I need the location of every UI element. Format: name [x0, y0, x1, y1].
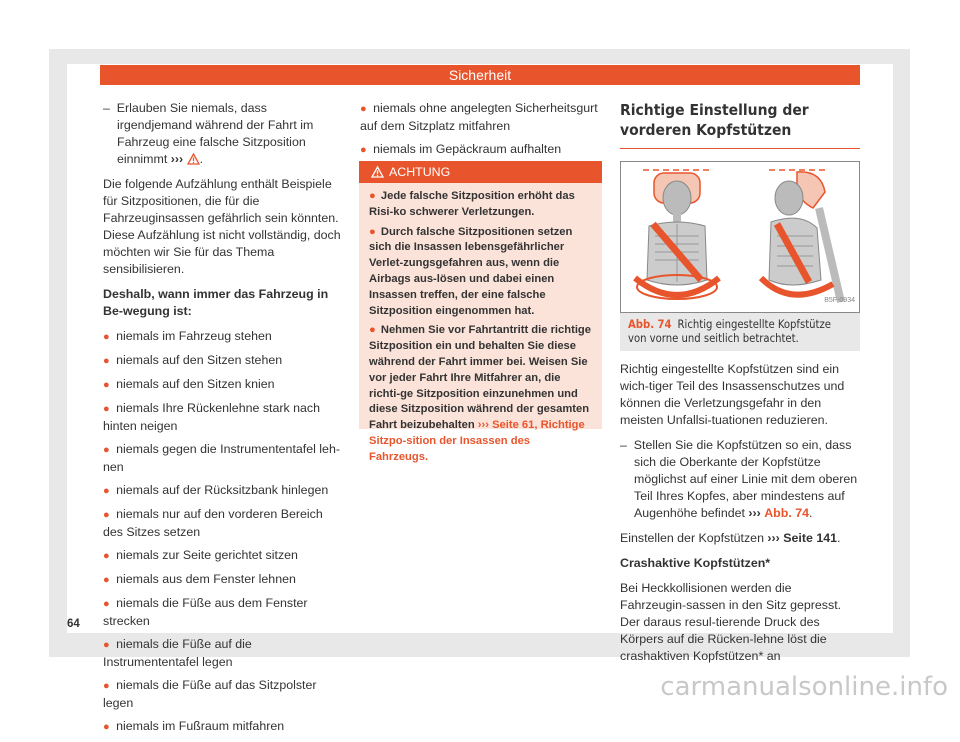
arrow-icon: ›››: [767, 531, 780, 545]
arrow-icon: ›››: [477, 419, 489, 432]
list-item: [103, 677, 343, 712]
headrest-illustration: [621, 162, 859, 312]
list-item-text: niemals nur auf den vorderen Bereich des Sitzes setzen: [103, 507, 323, 539]
figure-code: B5F-0934: [824, 297, 855, 304]
list-item: [360, 100, 600, 135]
dash-item-text: Stellen Sie die Kopfstützen so ein, dass sich die Oberkante der Kopfstütze möglichst auf einer Linie mit dem oberen Teil Ihres Kopfes, aber mindestens auf Augenhöhe befindet: [633, 438, 858, 520]
paragraph: Einstellen der Kopfstützen ››› Seite 141.: [620, 531, 841, 545]
headrest-figure: [620, 161, 860, 313]
bullet-icon: ●: [103, 550, 110, 562]
list-item-text: niemals die Füße auf die Instrumententafel legen: [103, 637, 252, 669]
dash-item-text: Erlauben Sie niemals, dass irgendjemand während der Fahrt im Fahrzeug eine falsche Sitzposition einnimmt: [116, 101, 314, 166]
warning-body: [359, 183, 602, 466]
warning-box: [359, 161, 602, 463]
list-item-text: niemals im Gepäckraum aufhalten: [373, 142, 562, 156]
warning-page-link[interactable]: Seite 61, Richtige Sitzpo-sition der Insassen des Fahrzeugs.: [369, 419, 585, 463]
subheading: Crashaktive Kopfstützen*: [620, 556, 771, 570]
paragraph: Richtig eingestellte Kopfstützen sind ein wich-tiger Teil des Insassenschutzes und können die Verletzungsgefahr in den meisten Unfallsi-tuationen reduzieren.: [620, 362, 845, 427]
caption-text: Richtig eingestellte Kopfstütze von vorne und seitlich betrachtet.: [628, 318, 831, 345]
list-item: [103, 328, 343, 346]
list-item: [103, 376, 343, 394]
bullet-icon: ●: [103, 444, 110, 456]
warning-triangle-icon: [371, 166, 384, 178]
list-item-text: niemals die Füße aus dem Fenster strecken: [103, 596, 308, 628]
warning-item: ● Nehmen Sie vor Fahrtantritt die richtige Sitzposition ein und behalten Sie diese während der Fahrt immer bei. Weisen Sie vor jeder Fahrt Ihre Mitfahrer an, die richti-ge Sitzposition einzunehmen und diese Sitzposition während der gesamten Fahrt beizubehalten ››› Seite 61, Richtige Sitzpo-sition der Insassen des Fahrzeugs.: [369, 324, 591, 463]
list-item: [103, 482, 343, 500]
page-link[interactable]: Seite 141: [783, 531, 837, 545]
list-item-text: niemals auf den Sitzen knien: [116, 377, 275, 391]
bullet-icon: ●: [103, 721, 110, 733]
bullet-icon: ●: [103, 331, 110, 343]
bullet-list: [103, 328, 343, 736]
dash-item: – Stellen Sie die Kopfstützen so ein, dass sich die Oberkante der Kopfstütze möglichst auf einer Linie mit dem oberen Teil Ihres Kopfes, aber mindestens auf Augenhöhe befindet ››› Abb. 74.: [620, 438, 858, 520]
bullet-icon: ●: [360, 144, 367, 156]
list-item-text: niemals im Fußraum mitfahren: [116, 719, 285, 733]
list-item-text: niemals die Füße auf das Sitzpolster legen: [103, 678, 317, 710]
list-item: [103, 352, 343, 370]
list-item: [103, 547, 343, 565]
warning-item-text: Nehmen Sie vor Fahrtantritt die richtige Sitzposition ein und behalten Sie diese während der Fahrt immer bei. Weisen Sie vor jeder Fahrt Ihre Mitfahrer an, die richti-ge Sitzposition einzunehmen und diese Sitzposition während der gesamten Fahrt beizubehalten: [369, 324, 591, 432]
list-item-text: niemals gegen die Instrumententafel leh-nen: [103, 442, 340, 474]
bullet-icon: ●: [103, 598, 110, 610]
list-item-text: niemals im Fahrzeug stehen: [116, 329, 272, 343]
bullet-icon: ●: [103, 355, 110, 367]
column-left: [103, 100, 343, 742]
bullet-icon: ●: [103, 574, 110, 586]
warning-item-text: Durch falsche Sitzpositionen setzen sich die Insassen lebensgefährlicher Verlet-zungsgefahren aus, wenn die Airbags aus-lösen und dabei einen Insassen treffen, der eine falsche Sitzposition eingenommen hat.: [369, 225, 573, 317]
bullet-icon: ●: [360, 103, 367, 115]
list-item: [103, 571, 343, 589]
bullet-icon: ●: [103, 639, 110, 651]
bullet-icon: ●: [103, 485, 110, 497]
column-middle: [360, 100, 600, 165]
figure-caption: [620, 313, 860, 351]
warning-item: ● Jede falsche Sitzposition erhöht das Risi-ko schwerer Verletzungen.: [369, 190, 575, 218]
section-header: Sicherheit: [100, 65, 860, 85]
list-item-text: niemals auf den Sitzen stehen: [116, 353, 283, 367]
warning-item: ● Durch falsche Sitzpositionen setzen sich die Insassen lebensgefährlicher Verlet-zungsgefahren aus, wenn die Airbags aus-lösen und dabei einen Insassen treffen, der eine falsche Sitzposition eingenommen hat.: [369, 225, 573, 317]
list-item-text: niemals auf der Rücksitzbank hinlegen: [116, 483, 329, 497]
bullet-icon: ●: [103, 379, 110, 391]
bullet-icon: ●: [103, 509, 110, 521]
page-number: 64: [67, 618, 80, 630]
list-item: [360, 141, 600, 159]
arrow-icon: ›››: [748, 506, 761, 520]
paragraph: Bei Heckkollisionen werden die Fahrzeugin-sassen in den Sitz gepresst. Der daraus resul-tierende Druck des Körpers auf die Rücken-lehne löst die crashaktiven Kopfstützen* an: [620, 581, 842, 663]
warning-header: [359, 161, 602, 183]
bullet-list: [360, 100, 600, 159]
list-item: [103, 595, 343, 630]
watermark: carmanualsonline.info: [660, 672, 948, 702]
list-item: [103, 400, 343, 435]
warning-title: ACHTUNG: [389, 165, 451, 179]
list-item: [103, 506, 343, 541]
column-right: [620, 100, 860, 673]
list-item-text: niemals zur Seite gerichtet sitzen: [116, 548, 298, 562]
list-item: [103, 718, 343, 736]
list-item-text: niemals aus dem Fenster lehnen: [116, 572, 296, 586]
caption-label: Abb. 74: [628, 318, 672, 331]
bullet-icon: ●: [103, 403, 110, 415]
list-item: [103, 441, 343, 476]
list-item-text: niemals ohne angelegten Sicherheitsgurt auf dem Sitzplatz mitfahren: [360, 101, 598, 133]
figure-link[interactable]: Abb. 74: [764, 506, 809, 520]
dash-item: – Erlauben Sie niemals, dass irgendjemand während der Fahrt im Fahrzeug eine falsche Sitzposition einnimmt ››› .: [103, 101, 314, 166]
list-item-text: niemals Ihre Rückenlehne stark nach hinten neigen: [103, 401, 320, 433]
warning-item-text: Jede falsche Sitzposition erhöht das Risi-ko schwerer Verletzungen.: [369, 190, 575, 218]
para2-text: Einstellen der Kopfstützen: [620, 531, 764, 545]
dash-item-suffix: .: [199, 152, 204, 166]
list-item: [103, 636, 343, 671]
warning-triangle-icon: [187, 153, 200, 165]
section-title: Richtige Einstellung der vorderen Kopfstützen: [620, 100, 860, 149]
bullet-icon: ●: [103, 680, 110, 692]
arrow-icon: ›››: [170, 152, 184, 166]
intro-paragraph: Die folgende Aufzählung enthält Beispiele für Sitzpositionen, die für die Fahrzeuginsassen gefährlich sein könnten. Diese Aufzählung ist nicht vollständig, doch möchten wir Sie für das Thema sensibilisieren.: [103, 177, 341, 276]
list-heading: Deshalb, wann immer das Fahrzeug in Be-wegung ist:: [103, 287, 329, 318]
